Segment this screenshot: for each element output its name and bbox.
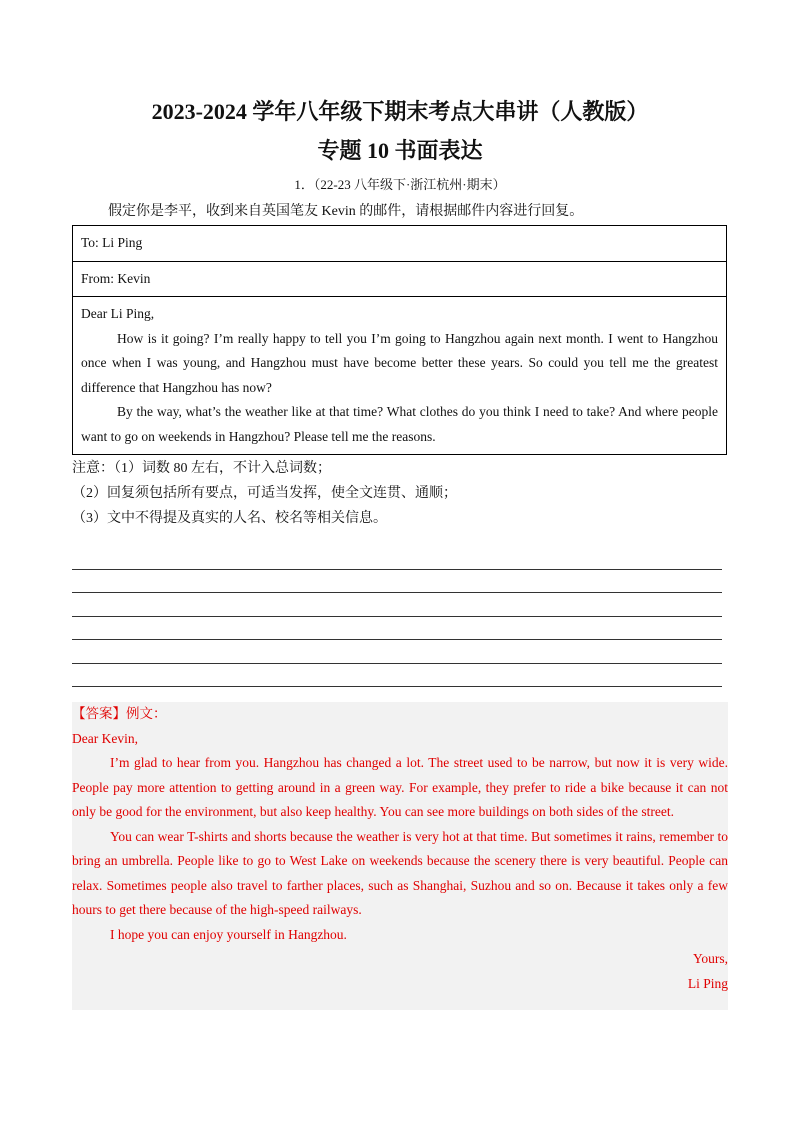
email-from: From: Kevin bbox=[73, 261, 727, 297]
email-paragraph-1: How is it going? I’m really happy to tell you I’m going to Hangzhou again next month. I went to Hangzhou once when I was young, and Hangzhou must have become better these years. So could you tell me the greatest difference that Hangzhou has now? bbox=[81, 330, 718, 395]
question-source: 1．（22-23 八年级下·浙江杭州·期末） bbox=[294, 177, 506, 192]
answer-greeting: Dear Kevin, bbox=[72, 730, 138, 746]
writing-line[interactable] bbox=[72, 593, 722, 617]
answer-label: 【答案】例文： bbox=[72, 706, 167, 721]
question-intro: 假定你是李平，收到来自英国笔友 Kevin 的邮件，请根据邮件内容进行回复。 bbox=[108, 204, 584, 219]
email-greeting: Dear Li Ping, bbox=[81, 306, 155, 321]
email-body bbox=[73, 297, 727, 455]
answer-signature: Li Ping bbox=[687, 975, 728, 991]
answer-paragraph-3: I hope you can enjoy yourself in Hangzhou. bbox=[110, 926, 347, 942]
writing-line[interactable] bbox=[72, 570, 722, 594]
page-title: 2023-2024 学年八年级下期末考点大串讲（人教版） bbox=[151, 99, 649, 124]
email-table bbox=[72, 225, 727, 455]
writing-line[interactable] bbox=[72, 617, 722, 641]
page-subtitle: 专题 10 书面表达 bbox=[317, 138, 483, 163]
answer-paragraph-1: I’m glad to hear from you. Hangzhou has changed a lot. The street used to be narrow, but now it is very wide. People pay more attention to getting around in a green way. For example, they prefer to ride a bike because it can not only be good for the environment, but also keep healthy. You can see more buildings on both sides of the street. bbox=[72, 755, 728, 819]
writing-line[interactable] bbox=[72, 664, 722, 688]
answer-writing-lines bbox=[72, 546, 722, 711]
requirements-notes bbox=[72, 456, 457, 531]
writing-line[interactable] bbox=[72, 640, 722, 664]
writing-line[interactable] bbox=[72, 546, 722, 570]
email-paragraph-2: By the way, what’s the weather like at that time? What clothes do you think I need to take? And where people want to go on weekends in Hangzhou? Please tell me the reasons. bbox=[81, 404, 718, 444]
answer-paragraph-2: You can wear T-shirts and shorts because the weather is very hot at that time. But sometimes it rains, remember to bring an umbrella. People like to go to West Lake on weekends because the scenery there is very beautiful. People can relax. Sometimes people also travel to farther places, such as Shanghai, Suzhou and so on. Because it takes only a few hours to get there because of the high-speed railways. bbox=[72, 828, 728, 917]
answer-section bbox=[72, 702, 728, 1010]
note-2: （2）回复须包括所有要点，可适当发挥，使全文连贯、通顺； bbox=[72, 486, 457, 501]
note-1: 注意：（1）词数 80 左右，不计入总词数； bbox=[72, 461, 331, 476]
answer-closing: Yours, bbox=[692, 951, 728, 966]
email-to: To: Li Ping bbox=[73, 226, 727, 262]
note-3: （3）文中不得提及真实的人名、校名等相关信息。 bbox=[72, 511, 387, 526]
